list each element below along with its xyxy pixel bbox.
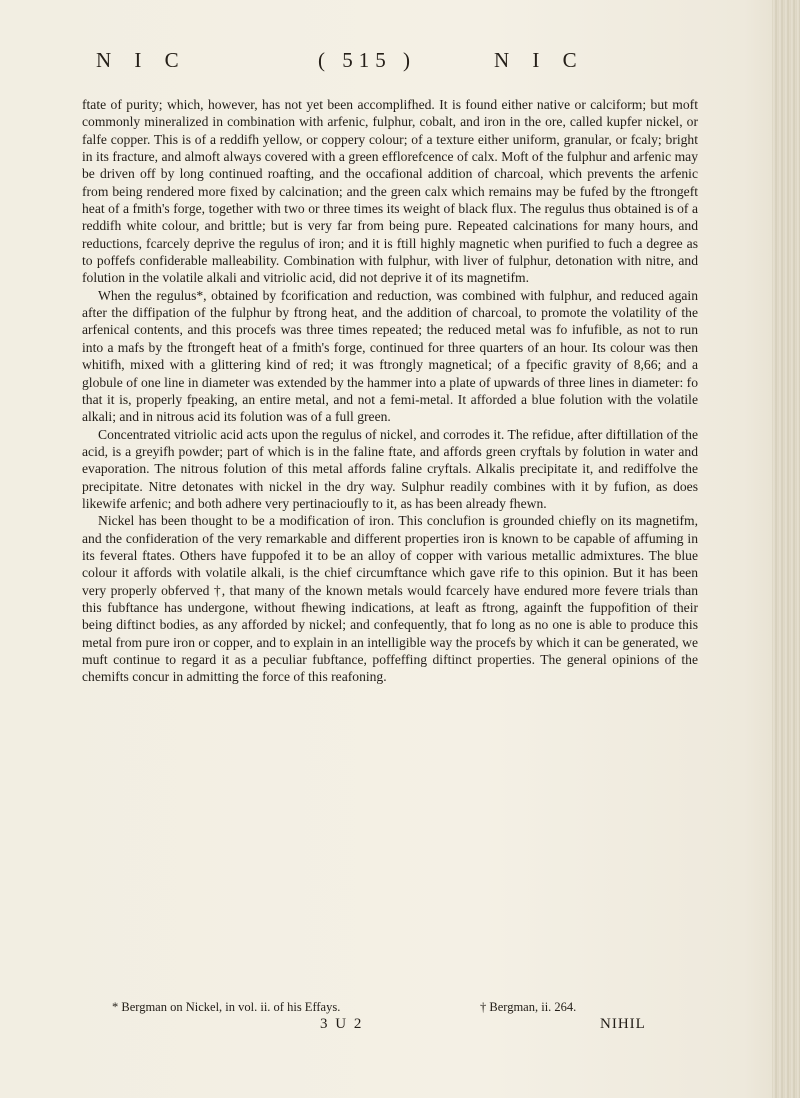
header-left: N I C: [96, 48, 188, 72]
page-number: ( 515 ): [318, 48, 416, 72]
paragraph-3: Concentrated vitriolic acid acts upon the regulus of nickel, and corrodes it. The refidue, after diftillation of the acid, is a greyifh powder; part of which is in the faline ftate, and affords green cryftals by folution in water and evaporation. The nitrous folution of this metal affords faline cryftals. Alkalis precipitate it, and rediffolve the precipitate. Nitre detonates with nickel in the dry way. Sulphur readily combines with it by fufion, as does likewife arfenic; and both adhere very pertinacioufly to it, as has been already fhewn.: [82, 426, 698, 511]
catchword: NIHIL: [600, 1016, 646, 1032]
paragraph-4: Nickel has been thought to be a modification of iron. This conclufion is grounded chiefly on its magnetifm, and the confideration of the very remarkable and different properties iron is known to be capable of affuming in its feveral ftates. Others have fuppofed it to be an alloy of copper with various metallic admixtures. The blue colour it affords with volatile alkali, is the chief circumftance which gave rife to this opinion. But it has been very properly obferved †, that many of the known metals would fcarcely have endured more fevere trials than this fubftance has undergone, without fhewing indications, at leaft as ftrong, againft the fuppofition of their being diftinct bodies, as any afforded by nickel; and confequently, that fo long as no one is able to produce this metal from pure iron or copper, and to explain in an intelligible way the procefs by which it can be generated, we muft continue to regard it as a peculiar fubftance, poffeffing diftinct properties. The general opinions of the chemifts concur in admitting the force of this reafoning.: [82, 513, 698, 685]
signature-mark: 3 U 2: [320, 1016, 364, 1032]
header-right: N I C: [494, 48, 586, 72]
running-header: [96, 48, 696, 74]
footnote-bergman-page: † Bergman, ii. 264.: [480, 1000, 577, 1014]
page-edge: [772, 0, 800, 1098]
paragraph-2: When the regulus*, obtained by fcorification and reduction, was combined with fulphur, and reduced again after the diffipation of the fulphur by ftrong heat, and the addition of charcoal, to promote the volatility of the arfenical contents, and this procefs was three times repeated; the reduced metal was fo infufible, as not to run into a mafs by the ftrongeft heat of a fmith's forge, continued for three quarters of an hour. Its colour was then whitifh, mixed with a glittering kind of red; it was ftrongly magnetical; of a fpecific gravity of 8,66; and a globule of one line in diameter was extended by the hammer into a plate of upwards of three lines in diameter: fo that it is, properly fpeaking, an entire metal, and not a femi-metal. It afforded a blue folution with the volatile alkali; and in nitrous acid its folution was of a full green.: [82, 287, 698, 425]
paragraph-1: ftate of purity; which, however, has not yet been accomplifhed. It is found either native or calciform; but moft commonly mineralized in combination with arfenic, fulphur, cobalt, and iron in the ore, called kupfer nickel, or falfe copper. This is of a reddifh yellow, or coppery colour; of a texture either uniform, granular, or fcaly; bright in its fracture, and almoft always covered with a green efflorefcence of calx. Moft of the fulphur and arfenic may be driven off by long continued roafting, and the occafional addition of charcoal, which prevents the arfenic from being rendered more fixed by calcination; and the green calx which remains may be fufed by the ftrongeft heat of a fmith's forge, together with two or three times its weight of black flux. The regulus thus obtained is of a reddifh white colour, and brittle; but is very far from being pure. Repeated calcinations for many hours, and reductions, fcarcely deprive the regulus of iron; and it is ftill highly magnetic when purified to fuch a degree as to poffefs confiderable malleability. Combination with fulphur, with liver of fulphur, detonation with nitre, and folution in the volatile alkali and vitriolic acid, did not deprive it of its magnetifm.: [82, 97, 698, 286]
body-text: [82, 96, 698, 686]
footnote-bergman-essays: * Bergman on Nickel, in vol. ii. of his Effays.: [112, 1000, 341, 1014]
